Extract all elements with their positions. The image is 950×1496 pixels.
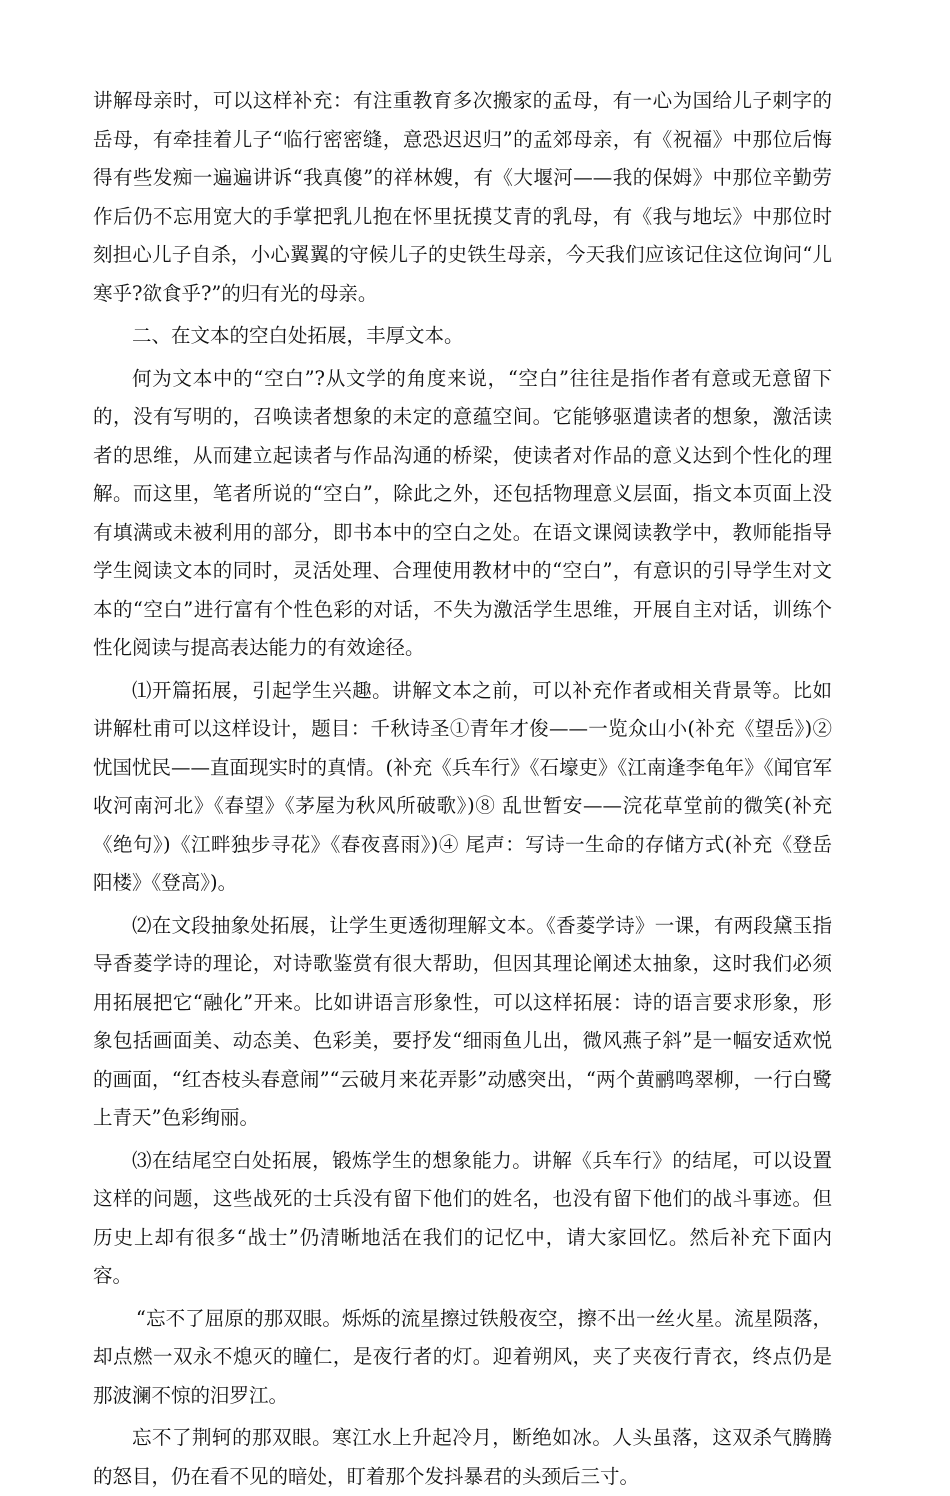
paragraph-opening-extension: ⑴开篇拓展，引起学生兴趣。讲解文本之前，可以补充作者或相关背景等。比如讲解杜甫可以这样设计，题目：千秋诗圣①青年才俊——一览众山小(补充《望岳》)② 忧国忧民——直面现实时的真情。(补充《兵车行》《石壕吏》《江南逢李龟年》《闻官军收河南河北》《春望》《茅屋为秋风所破歌》)⑧ 乱世暂安——浣花草堂前的微笑(补充《绝句》)《江畔独步寻花》《春夜喜雨》)④ 尾声：写诗一生命的存储方式(补充《登岳阳楼》《登高》)。: [93, 678, 832, 894]
paragraph-blank-definition: 何为文本中的“空白”?从文学的角度来说，“空白”往往是指作者有意或无意留下的，没有写明的，召唤读者想象的未定的意蕴空间。它能够驱遣读者的想象，激活读者的思维，从而建立起读者与作品沟通的桥梁，使读者对作品的意义达到个性化的理解。而这里，笔者所说的“空白”，除此之外，还包括物理意义层面，指文本页面上没有填满或未被利用的部分，即书本中的空白之处。在语文课阅读教学中，教师能指导学生阅读文本的同时，灵活处理、合理使用教材中的“空白”，有意识的引导学生对文本的“空白”进行富有个性色彩的对话，不失为激活学生思维，开展自主对话，训练个性化阅读与提高表达能力的有效途径。: [93, 366, 832, 659]
section-heading: 二、在文本的空白处拓展，丰厚文本。: [132, 324, 464, 347]
paragraph-abstract-extension: ⑵在文段抽象处拓展，让学生更透彻理解文本。《香菱学诗》一课，有两段黛玉指导香菱学诗的理论，对诗歌鉴赏有很大帮助，但因其理论阐述太抽象，这时我们必须用拓展把它“融化”开来。比如讲语言形象性，可以这样拓展：诗的语言要求形象，形象包括画面美、动态美、色彩美，要抒发“细雨鱼儿出，微风燕子斜”是一幅安适欢悦的画面，“红杏枝头春意闹”“云破月来花弄影”动感突出，“两个黄鹂鸣翠柳，一行白鹭上青天”色彩绚丽。: [93, 913, 832, 1129]
paragraph-mothers: 讲解母亲时，可以这样补充：有注重教育多次搬家的孟母，有一心为国给儿子刺字的岳母，有牵挂着儿子“临行密密缝，意恐迟迟归”的孟郊母亲，有《祝福》中那位后悔得有些发痴一遍遍讲诉“我真傻”的祥林嫂，有《大堰河——我的保姆》中那位辛勤劳作后仍不忘用宽大的手掌把乳儿抱在怀里抚摸艾青的乳母，有《我与地坛》中那位时刻担心儿子自杀，小心翼翼的守候儿子的史铁生母亲，今天我们应该记住这位询问“儿寒乎?欲食乎?”的归有光的母亲。: [93, 89, 832, 305]
paragraph-ending-extension: ⑶在结尾空白处拓展，锻炼学生的想象能力。讲解《兵车行》的结尾，可以设置这样的问题，这些战死的士兵没有留下他们的姓名，也没有留下他们的战斗事迹。但历史上却有很多“战士”仍清晰地活在我们的记忆中，请大家回忆。然后补充下面内容。: [93, 1148, 832, 1287]
paragraph-quote-quyuan: “忘不了屈原的那双眼。烁烁的流星擦过铁般夜空，擦不出一丝火星。流星陨落，却点燃一双永不熄灭的瞳仁，是夜行者的灯。迎着朔风，夹了夹夜行青衣，终点仍是那波澜不惊的汨罗江。: [93, 1306, 832, 1407]
paragraph-quote-jingke: 忘不了荆轲的那双眼。寒江水上升起冷月，断绝如冰。人头虽落，这双杀气腾腾的怒目，仍在看不见的暗处，盯着那个发抖暴君的头颈后三寸。: [93, 1426, 832, 1488]
